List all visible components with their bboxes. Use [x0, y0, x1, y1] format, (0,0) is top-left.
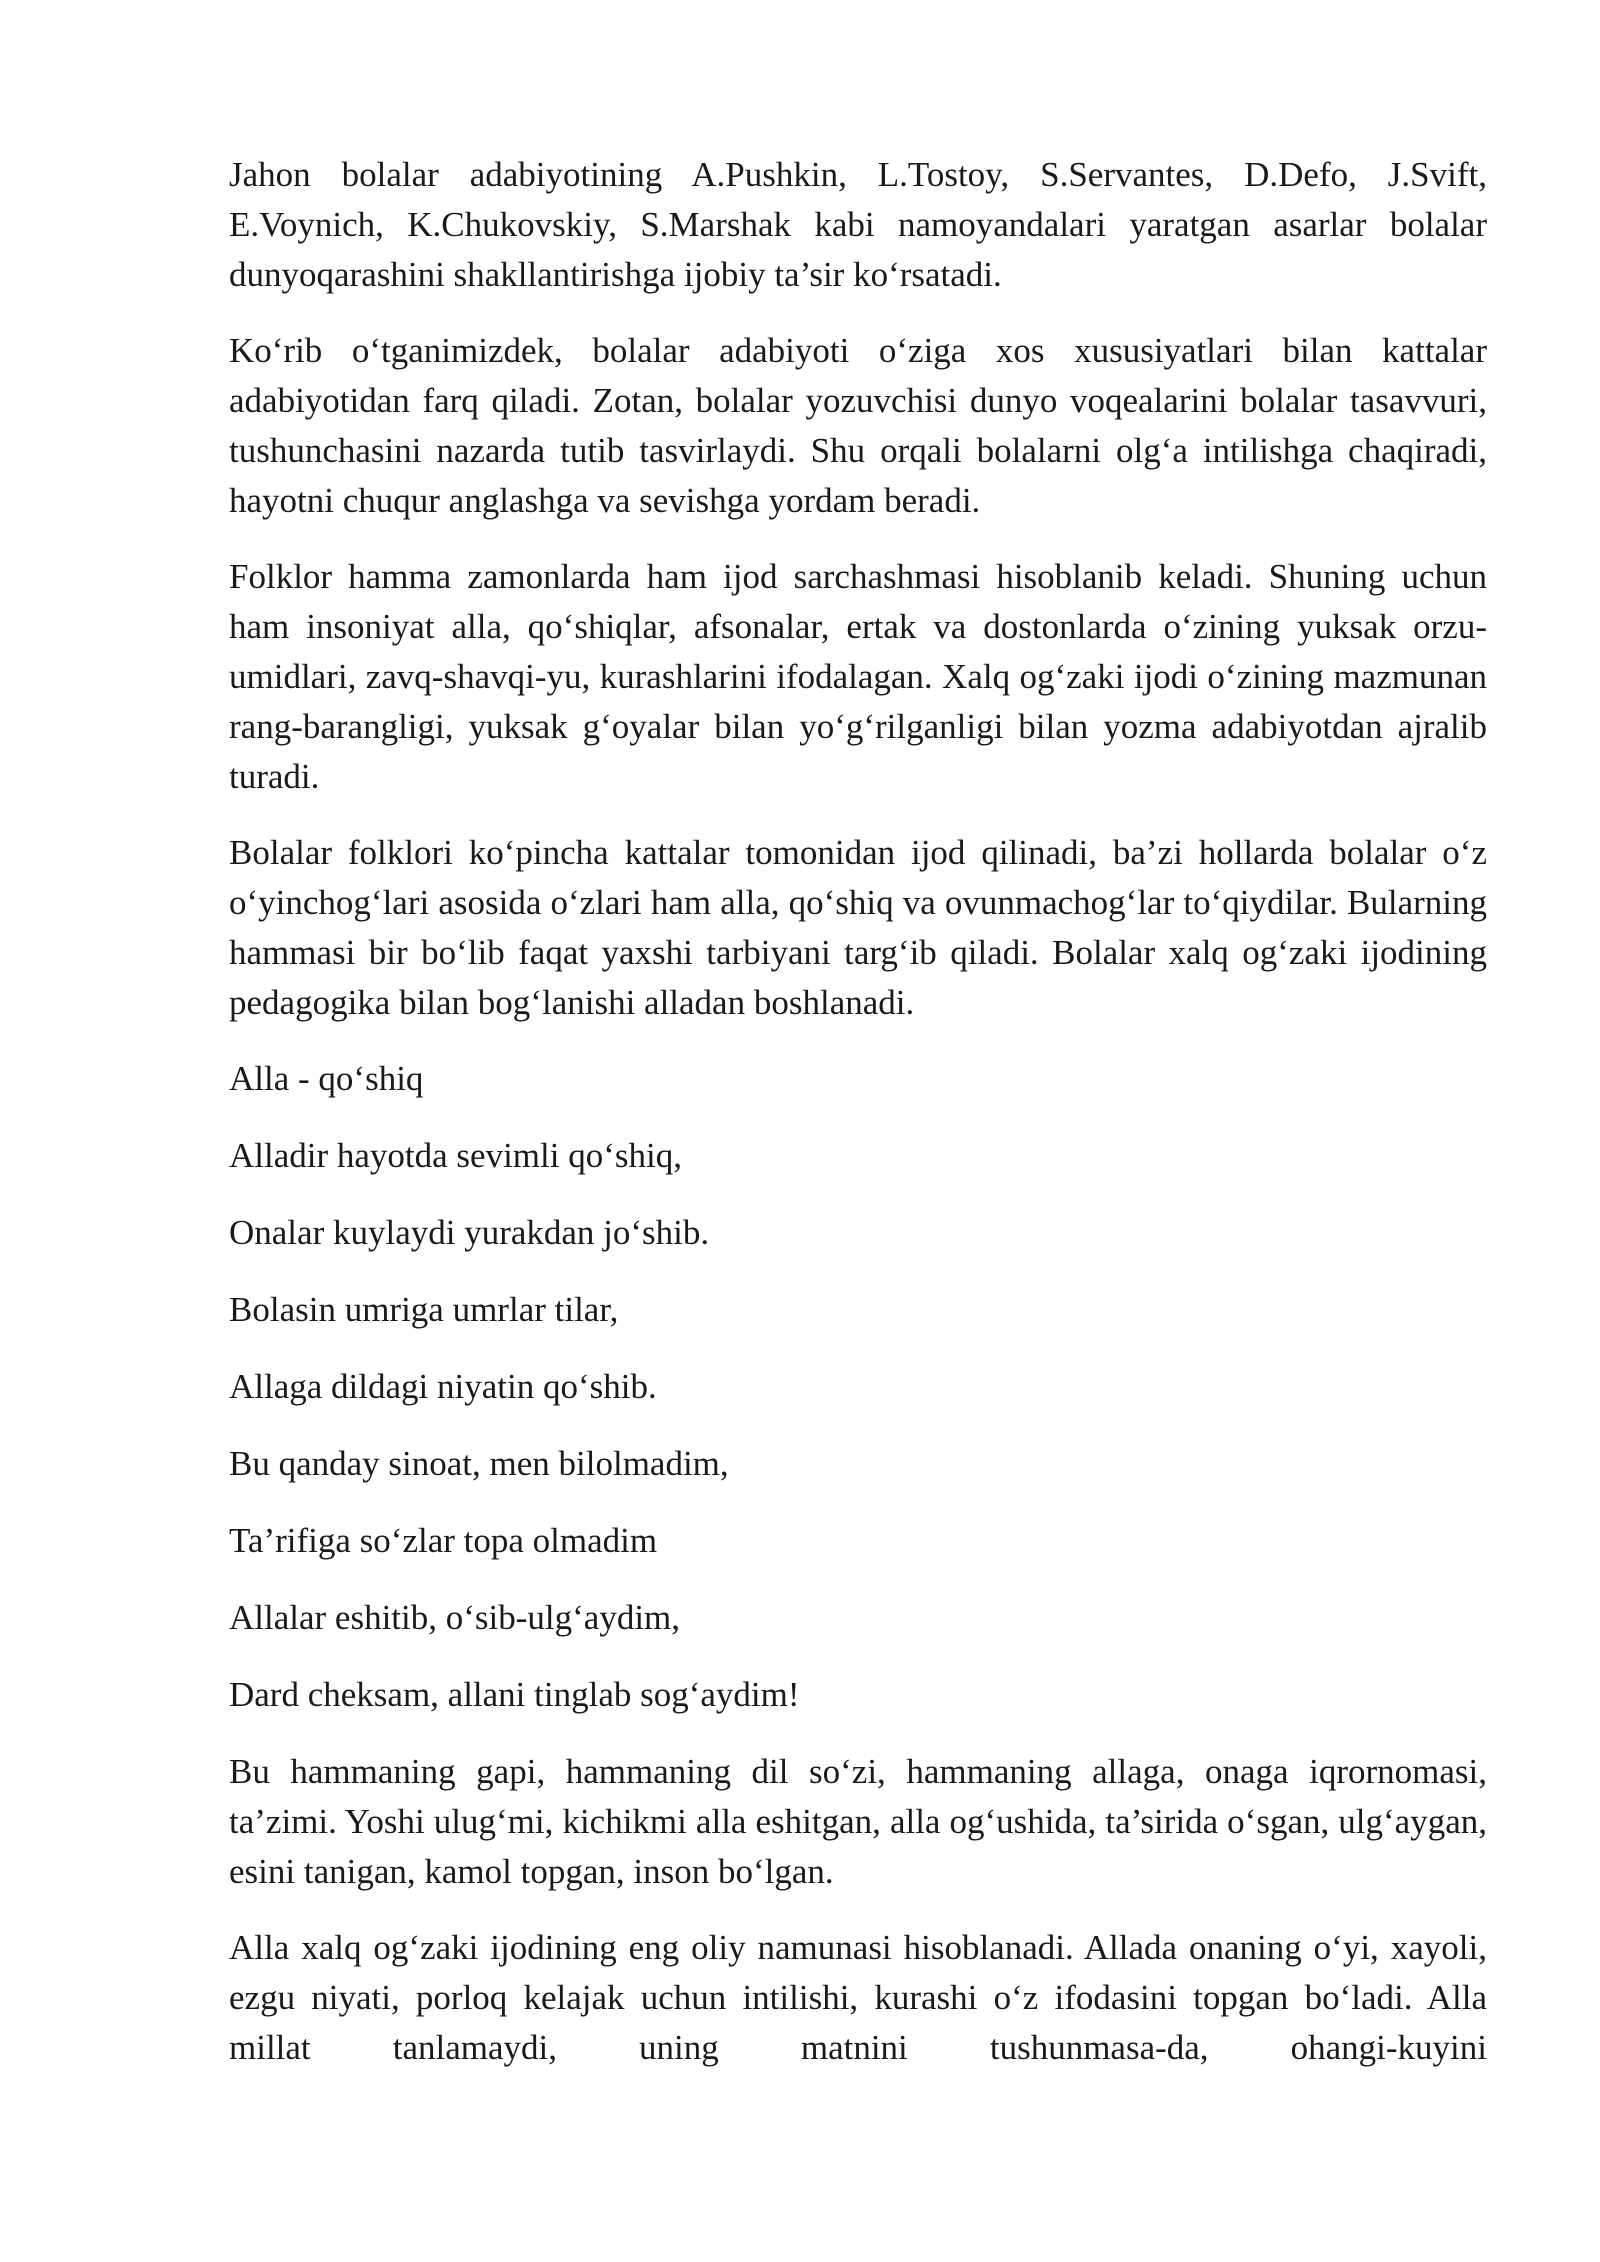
paragraph-alla-example: Alla xalq og‘zaki ijodining eng oliy namunasi hisoblanadi. Allada onaning o‘yi, xayoli, ezgu niyati, porloq kelajak uchun intilishi, kurashi o‘z ifodasini topgan bo‘ladi. Alla millat tanlamaydi, uning matnini tushunmasa-da, ohangi-kuyini: [229, 1928, 1487, 2067]
poem-line: Bolasin umriga umrlar tilar,: [229, 1290, 619, 1329]
poem-line: Ta’rifiga so‘zlar topa olmadim: [229, 1521, 658, 1560]
paragraph-children-folklore: Bolalar folklori ko‘pincha kattalar tomonidan ijod qilinadi, ba’zi hollarda bolalar o‘z o‘yinchog‘lari asosida o‘zlari ham alla, qo‘shiq va ovunmachog‘lar to‘qiydilar. Bularning hammasi bir bo‘lib faqat yaxshi tarbiyani targ‘ib qiladi. Bolalar xalq og‘zaki ijodining pedagogika bilan bog‘lanishi alladan boshlanadi.: [229, 833, 1487, 1022]
poem-line: Onalar kuylaydi yurakdan jo‘shib.: [229, 1213, 710, 1252]
poem-line: Dard cheksam, allani tinglab sog‘aydim!: [229, 1675, 800, 1714]
poem-line: Bu qanday sinoat, men bilolmadim,: [229, 1444, 729, 1483]
paragraph-folklore: Folklor hamma zamonlarda ham ijod sarchashmasi hisoblanib keladi. Shuning uchun ham insoniyat alla, qo‘shiqlar, afsonalar, ertak va dostonlarda o‘zining yuksak orzu-umidlari, zavq-shavqi-yu, kurashlarini ifodalagan. Xalq og‘zaki ijodi o‘zining mazmunan rang-barangligi, yuksak g‘oyalar bilan yo‘g‘rilganligi bilan yozma adabiyotdan ajralib turadi.: [229, 557, 1487, 796]
poem: [229, 1054, 1487, 1720]
paragraph-everyone: Bu hammaning gapi, hammaning dil so‘zi, hammaning allaga, onaga iqrornomasi, ta’zimi. Yoshi ulug‘mi, kichikmi alla eshitgan, alla og‘ushida, ta’sirida o‘sgan, ulg‘aygan, esini tanigan, kamol topgan, inson bo‘lgan.: [229, 1752, 1487, 1891]
paragraph-authors: Jahon bolalar adabiyotining A.Pushkin, L.Tostoy, S.Servantes, D.Defo, J.Svift, E.Voynich, K.Chukovskiy, S.Marshak kabi namoyandalari yaratgan asarlar bolalar dunyoqarashini shakllantirishga ijobiy ta’sir ko‘rsatadi.: [229, 155, 1487, 294]
poem-line: Allalar eshitib, o‘sib-ulg‘aydim,: [229, 1598, 681, 1637]
paragraph-children-literature: Ko‘rib o‘tganimizdek, bolalar adabiyoti o‘ziga xos xususiyatlari bilan kattalar adabiyotidan farq qiladi. Zotan, bolalar yozuvchisi dunyo voqealarini bolalar tasavvuri, tushunchasini nazarda tutib tasvirlaydi. Shu orqali bolalarni olg‘a intilishga chaqiradi, hayotni chuqur anglashga va sevishga yordam beradi.: [229, 331, 1487, 520]
poem-line: Allaga dildagi niyatin qo‘shib.: [229, 1367, 657, 1406]
poem-title: Alla - qo‘shiq: [229, 1059, 424, 1098]
document-body: [229, 150, 1487, 2073]
poem-line: Alladir hayotda sevimli qo‘shiq,: [229, 1136, 682, 1175]
